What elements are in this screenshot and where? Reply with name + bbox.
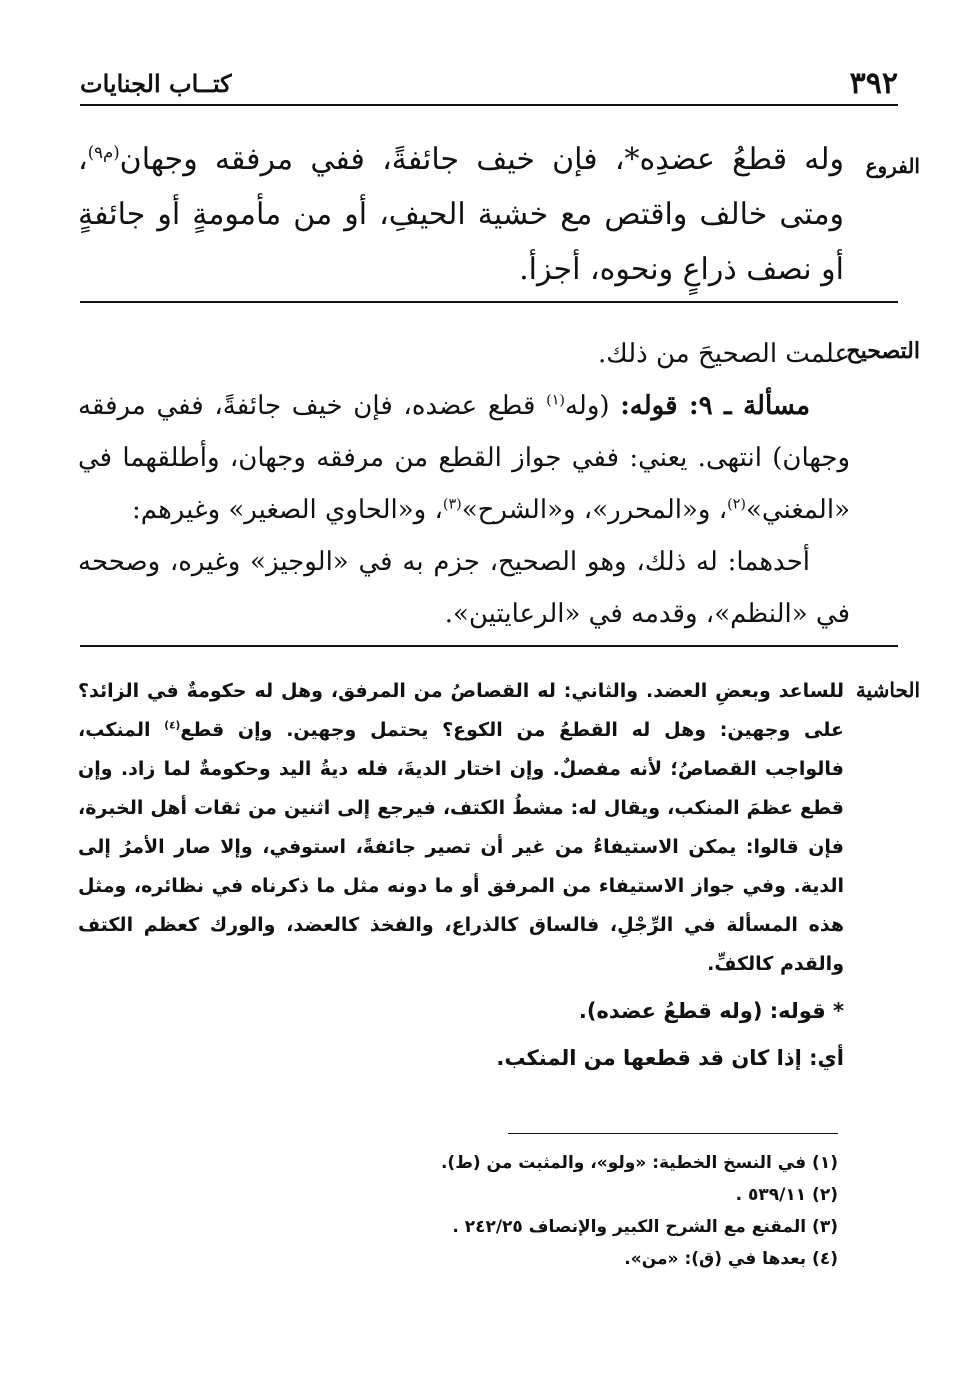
hashiya-quote: * قوله: (وله قطعُ عضده).	[578, 999, 844, 1023]
footnote-2: (٢) ٥٣٩/١١ .	[735, 1185, 838, 1205]
book-title: كتــاب الجنايات	[80, 69, 232, 98]
furu-text-b: ، فإن خيف جائفةً، ففي مرفقه وجهان	[119, 142, 625, 177]
page-header	[80, 64, 898, 104]
tashih-text	[78, 328, 850, 640]
footnote-ref-4: (٤)	[164, 719, 181, 732]
footnote-1: (١) في النسخ الخطية: «ولو»، والمثبت من (ط).	[440, 1153, 838, 1173]
tashih-line1: علمت الصحيحَ من ذلك.	[598, 339, 850, 369]
hashiya-text-a: للساعد وبعضِ العضد. والثاني: له القصاصُ من المرفق، وهل له حكومةٌ في الزائد؟ على وجهين: وهل له القطعُ من الكوع؟ يحتمل وجهين. وإن قطع	[78, 680, 844, 741]
hashiya-label: الحاشية	[855, 678, 920, 702]
hashiya-text	[78, 672, 844, 1078]
furu-text-c: ، ومتى خالف واقتص مع خشية الحيفِ، أو من مأمومةٍ أو جائفةٍ أو نصف ذراعٍ ونحوه، أجزأ.	[78, 142, 844, 287]
footnote-ref-1: (١)	[546, 392, 565, 409]
furu-label: الفروع	[865, 154, 920, 178]
furu-text	[78, 132, 844, 297]
masala-text-d: ، و«الحاوي الصغير» وغيرهم:	[132, 495, 443, 525]
hashiya-explain: أي: إذا كان قد قطعها من المنكب.	[496, 1046, 844, 1070]
section-rule-1	[80, 301, 898, 303]
hashiya-text-b: المنكب، فالواجب القصاصُ؛ لأنه مفصلٌ. وإن اختار الديةَ، فله ديةُ اليد وحكومةٌ لما زاد. وإن قطع عظمَ المنكب، ويقال له: مشطُ الكتف، فيرجع إلى اثنين من ثقات أهل الخبرة، فإن قالوا: يمكن الاستيفاءُ من غير أن تصير جائفةً، استوفي، وإلا صار الأمرُ إلى الدية. وفي جواز الاستيفاء من المرفق أو ما دونه مثل ما ذكرناه في نظائره، ومثل هذه المسألة في الرِّجْلِ، فالساق كالذراع، والفخذ كالعضد، والورك كعظم الكتف والقدم كالكفِّ.	[78, 719, 844, 975]
header-rule	[80, 104, 898, 106]
masala-text-c: ، و«المحرر»، و«الشرح»	[461, 495, 728, 525]
footnote-3: (٣) المقنع مع الشرح الكبير والإنصاف ٢٤٢/٢٥ .	[452, 1217, 838, 1237]
tashih-label: التصحيح	[846, 338, 920, 364]
asterisk-mark: *	[624, 142, 640, 177]
masala-title: مسألة ـ ٩: قوله:	[620, 391, 811, 421]
furu-text-a: وله قطعُ عضدِه	[639, 142, 844, 177]
note-marker: (م٩)	[87, 143, 120, 162]
tashih-section	[78, 328, 920, 628]
masala-paragraph	[78, 380, 850, 536]
hashiya-paragraph	[78, 672, 844, 984]
page-number: ٣٩٢	[849, 66, 898, 101]
footnotes	[318, 1147, 838, 1275]
footnote-4: (٤) بعدها في (ق): «من».	[624, 1249, 838, 1269]
hashiya-section	[78, 672, 920, 1092]
footnote-rule	[508, 1133, 838, 1134]
masala-text-b: قطع عضده، فإن خيف جائفةً، ففي مرفقه وجهان) انتهى. يعني: ففي جواز القطع من مرفقه وجهان، وأطلقهما في «المغني»	[78, 391, 850, 525]
footnote-ref-2: (٢)	[727, 496, 746, 513]
furu-section	[78, 132, 920, 292]
section-rule-2	[80, 645, 898, 647]
footnote-ref-3: (٣)	[442, 496, 462, 513]
masala-text-a: (وله	[564, 391, 621, 421]
tashih-paragraph-2: أحدهما: له ذلك، وهو الصحيح، جزم به في «الوجيز» وغيره، وصححه في «النظم»، وقدمه في «الرعايتين».	[78, 547, 850, 629]
